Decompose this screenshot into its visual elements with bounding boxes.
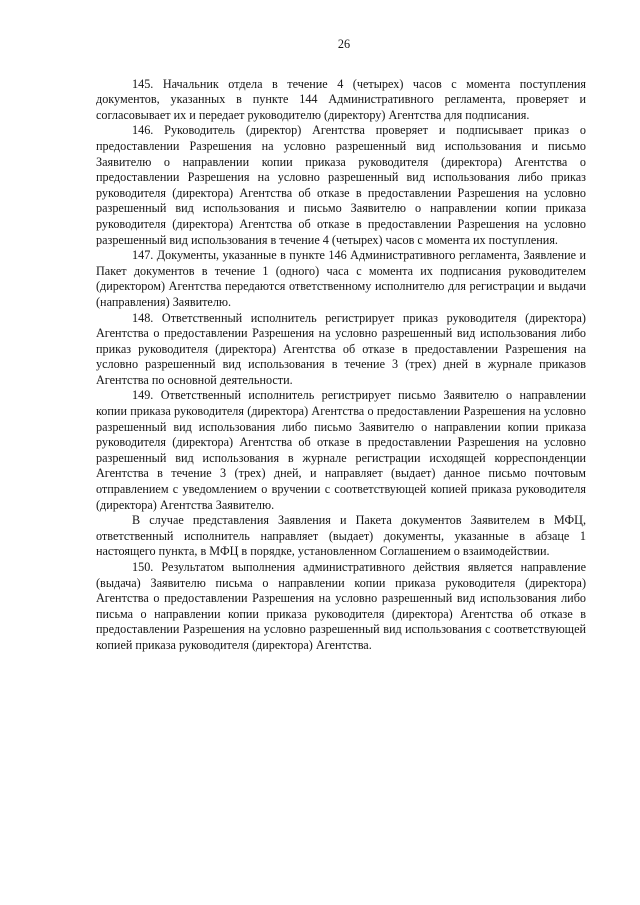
paragraph-147: 147. Документы, указанные в пункте 146 Административного регламента, Заявление и Пакет документов в течение 1 (одного) часа с момента их подписания руководителем (директором) Агентства передаются ответственному исполнителю для регистрации и выдачи (направления) Заявителю. xyxy=(96,248,586,309)
paragraph-149-mfc: В случае представления Заявления и Пакета документов Заявителем в МФЦ, ответственный исполнитель направляет (выдает) документы, указанные в абзаце 1 настоящего пункта, в МФЦ в порядке, установленном Соглашением о взаимодействии. xyxy=(96,513,586,559)
paragraph-148: 148. Ответственный исполнитель регистрирует приказ руководителя (директора) Агентства о предоставлении Разрешения на условно разрешенный вид использования либо приказ руководителя (директора) Агентства об отказе в предоставлении Разрешения на условно разрешенный вид использования в течение 3 (трех) дней в журнале приказов Агентства по основной деятельности. xyxy=(96,310,586,387)
paragraph-150: 150. Результатом выполнения административного действия является направление (выдача) Заявителю письма о направлении копии приказа руководителя (директора) Агентства о предоставлении Разрешения на условно разрешенный вид использования либо письма о направлении копии приказа руководителя (директора) Агентства об отказе в предоставлении Разрешения на условно разрешенный вид использования с соответствующей копией приказа руководителя (директора) Агентства. xyxy=(96,560,586,652)
paragraph-149: 149. Ответственный исполнитель регистрирует письмо Заявителю о направлении копии приказа руководителя (директора) Агентства о предоставлении Разрешения на условно разрешенный вид использования либо письмо Заявителю о направлении копии приказа руководителя (директора) Агентства об отказе в предоставлении Разрешения на условно разрешенный вид использования в журнале регистрации исходящей корреспонденции Агентства в течение 3 (трех) дней, и направляет (выдает) данное письмо почтовым отправлением с уведомлением о вручении с соответствующей копией приказа руководителя (директора) Агентства Заявителю. xyxy=(96,388,586,512)
page-number: 26 xyxy=(337,37,351,51)
paragraph-145: 145. Начальник отдела в течение 4 (четырех) часов с момента поступления документов, указанных в пункте 144 Административного регламента, проверяет и согласовывает их и передает руководителю (директору) Агентства для подписания. xyxy=(96,76,586,122)
paragraph-146: 146. Руководитель (директор) Агентства проверяет и подписывает приказ о предоставлении Разрешения на условно разрешенный вид использования и письмо Заявителю о направлении копии приказа руководителя (директора) Агентства о предоставлении Разрешения на условно разрешенный вид использования либо приказ руководителя (директора) Агентства об отказе в предоставлении Разрешения на условно разрешенный вид использования и письмо Заявителю о направлении копии приказа руководителя (директора) Агентства об отказе в предоставлении Разрешения на условно разрешенный вид использования в течение 4 (четырех) часов с момента их поступления. xyxy=(96,123,586,247)
